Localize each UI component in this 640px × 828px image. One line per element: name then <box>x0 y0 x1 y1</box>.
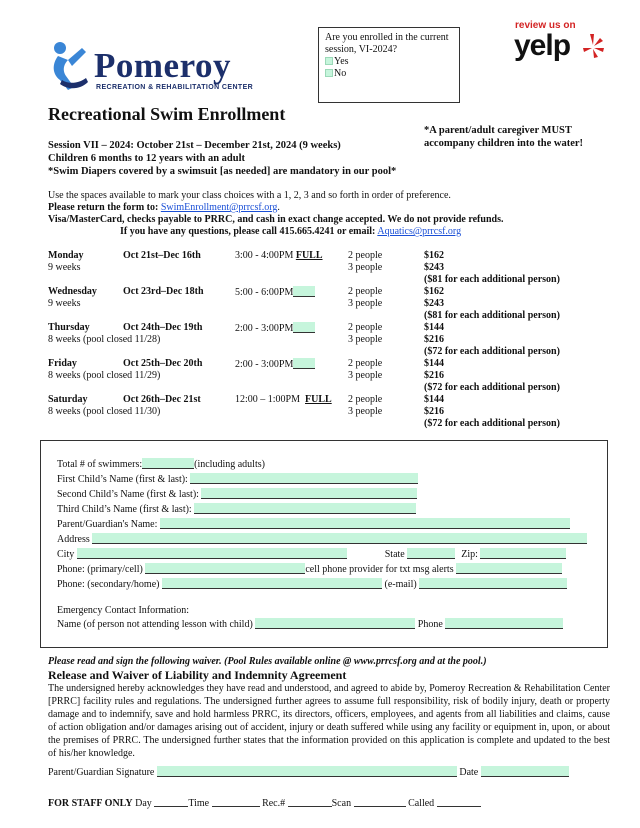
schedule-day: Monday <box>48 250 84 261</box>
schedule-time: 2:00 - 3:00PM <box>235 359 294 370</box>
schedule-dates: Oct 21st–Dec 16th <box>123 250 201 261</box>
secondary-phone-input[interactable] <box>162 578 382 589</box>
enrolled-question: Are you enrolled in the current session, VI-2024? <box>325 32 449 55</box>
session-info <box>48 139 396 178</box>
schedule-people-2: 2 people <box>348 394 383 405</box>
staff-called-label: Called <box>408 798 435 809</box>
schedule-row-saturday <box>48 394 608 430</box>
return-email-link[interactable]: SwimEnrollment@prrcsf.org <box>160 202 278 213</box>
enrolled-question-box <box>318 27 460 103</box>
schedule-people-3: 3 people <box>348 370 383 381</box>
schedule-price-2: $144 <box>424 322 444 333</box>
enrolled-no-option[interactable] <box>325 68 453 80</box>
address-input[interactable] <box>92 533 587 544</box>
enrolled-yes-option[interactable] <box>325 56 453 68</box>
schedule-price-3: $243 <box>424 298 444 309</box>
preference-input[interactable] <box>293 322 315 333</box>
session-dates: Session VII – 2024: October 21st – December 21st, 2024 (9 weeks) <box>48 140 341 151</box>
page-title: Recreational Swim Enrollment <box>48 104 286 124</box>
schedule-dates: Oct 25th–Dec 20th <box>123 358 203 369</box>
schedule-price-3: $216 <box>424 406 444 417</box>
staff-only-label: FOR STAFF ONLY <box>48 798 133 809</box>
schedule-day: Thursday <box>48 322 90 333</box>
waiver-text: The undersigned hereby acknowledges they have read and understood, and agreed to abide by, Pomeroy Recreation & Rehabilitation Center [PRRC] facility rules and regulations. The undersigned further agrees to assume full responsibility, risk of bodily injury, death or property damage and to indemnify, save and hold harmless PRRC, its directors, officers, employees, and agents from all liabilities and claims, cause of action obligation and/or damages arising out of accident, injury or death suffered while using any facility or equipment in, upon, or about the premises of PRRC. The undersigned further states that the information provided on this application is complete and updated to the best of his/her knowledge. <box>48 683 610 759</box>
schedule-dates: Oct 24th–Dec 19th <box>123 322 203 333</box>
emergency-contact-label: Emergency Contact Information: <box>57 605 189 616</box>
schedule-weeks: 8 weeks (pool closed 11/29) <box>48 370 161 381</box>
email-input[interactable] <box>419 578 567 589</box>
logo-wordmark: Pomeroy <box>94 46 231 85</box>
staff-time-label: Time <box>188 798 210 809</box>
payment-info: Visa/MasterCard, checks payable to PRRC, and cash in exact change accepted. We do not provide refunds. <box>48 214 504 225</box>
schedule-people-2: 2 people <box>348 286 383 297</box>
schedule-people-2: 2 people <box>348 322 383 333</box>
child1-name-input[interactable] <box>190 473 418 484</box>
pomeroy-logo <box>48 40 258 96</box>
zip-label: Zip: <box>461 549 478 560</box>
swimmer-figure-icon <box>48 40 92 96</box>
primary-phone-label: Phone: (primary/cell) <box>57 564 143 575</box>
schedule-price-2: $144 <box>424 358 444 369</box>
yes-checkbox[interactable] <box>325 57 333 65</box>
schedule-price-2: $144 <box>424 394 444 405</box>
date-input[interactable] <box>481 766 569 777</box>
schedule-day: Friday <box>48 358 77 369</box>
waiver-title: Release and Waiver of Liability and Indemnity Agreement <box>48 668 347 682</box>
schedule-people-2: 2 people <box>348 250 383 261</box>
cell-provider-input[interactable] <box>456 563 562 574</box>
schedule-price-3: $216 <box>424 370 444 381</box>
total-swimmers-label: Total # of swimmers: <box>57 459 143 470</box>
yes-label: Yes <box>334 56 349 67</box>
state-label: State <box>384 549 405 560</box>
parent-name-label: Parent/Guardian's Name: <box>57 519 158 530</box>
schedule-price-2: $162 <box>424 286 444 297</box>
staff-called-line <box>437 797 481 807</box>
email-label: (e-mail) <box>384 579 417 590</box>
address-label: Address <box>57 534 90 545</box>
schedule-dates: Oct 26th–Dec 21st <box>123 394 201 405</box>
no-label: No <box>334 68 347 79</box>
schedule-time: 5:00 - 6:00PM <box>235 287 294 298</box>
zip-input[interactable] <box>480 548 566 559</box>
yelp-review-text: review us on <box>515 20 576 31</box>
schedule-extra-price: ($72 for each additional person) <box>424 346 560 357</box>
schedule-price-2: $162 <box>424 250 444 261</box>
registration-form <box>40 440 608 648</box>
schedule-day: Wednesday <box>48 286 97 297</box>
class-schedule <box>48 250 608 430</box>
schedule-weeks: 8 weeks (pool closed 11/30) <box>48 406 161 417</box>
city-input[interactable] <box>77 548 347 559</box>
schedule-people-3: 3 people <box>348 298 383 309</box>
no-checkbox[interactable] <box>325 69 333 77</box>
child1-label: First Child’s Name (first & last): <box>57 474 188 485</box>
signature-input[interactable] <box>157 766 457 777</box>
child2-label: Second Child’s Name (first & last): <box>57 489 199 500</box>
emergency-name-label: Name (of person not attending lesson with child) <box>57 619 253 630</box>
schedule-extra-price: ($81 for each additional person) <box>424 274 560 285</box>
schedule-weeks: 8 weeks (pool closed 11/28) <box>48 334 161 345</box>
staff-scan-label: Scan <box>331 798 352 809</box>
signature-row <box>48 766 569 778</box>
schedule-row-friday <box>48 358 608 394</box>
secondary-phone-label: Phone: (secondary/home) <box>57 579 160 590</box>
schedule-weeks: 9 weeks <box>48 262 81 273</box>
schedule-people-2: 2 people <box>348 358 383 369</box>
questions-label: If you have any questions, please call 415.665.4241 or email: <box>120 226 376 237</box>
yelp-burst-icon <box>580 32 606 60</box>
child3-name-input[interactable] <box>194 503 416 514</box>
preference-input[interactable] <box>293 358 315 369</box>
signature-label: Parent/Guardian Signature <box>48 767 155 778</box>
session-diapers: *Swim Diapers covered by a swimsuit [as needed] are mandatory in our pool* <box>48 166 397 177</box>
schedule-row-wednesday <box>48 286 608 322</box>
state-input[interactable] <box>407 548 455 559</box>
schedule-dates: Oct 23rd–Dec 18th <box>123 286 204 297</box>
staff-rec-label: Rec.# <box>262 798 286 809</box>
full-badge: FULL <box>305 394 332 405</box>
preference-input[interactable] <box>293 286 315 297</box>
total-swimmers-suffix: (including adults) <box>194 459 265 470</box>
instructions-line: Use the spaces available to mark your class choices with a 1, 2, 3 and so forth in order of preference. <box>48 190 451 201</box>
yelp-badge[interactable] <box>512 20 608 66</box>
session-ages: Children 6 months to 12 years with an adult <box>48 153 245 164</box>
total-swimmers-input[interactable] <box>142 458 194 469</box>
schedule-weeks: 9 weeks <box>48 298 81 309</box>
schedule-row-monday <box>48 250 608 286</box>
date-label: Date <box>459 767 479 778</box>
return-label: Please return the form to: <box>48 202 159 213</box>
schedule-time: 3:00 - 4:00PM <box>235 250 294 261</box>
schedule-extra-price: ($81 for each additional person) <box>424 310 560 321</box>
logo-subtitle: RECREATION & REHABILITATION CENTER <box>96 84 254 91</box>
emergency-phone-label: Phone <box>417 619 443 630</box>
schedule-time: 2:00 - 3:00PM <box>235 323 294 334</box>
schedule-people-3: 3 people <box>348 262 383 273</box>
emergency-name-input[interactable] <box>255 618 415 629</box>
city-label: City <box>57 549 75 560</box>
staff-scan-line <box>354 797 406 807</box>
parent-name-input[interactable] <box>160 518 570 529</box>
staff-rec-line <box>288 797 332 807</box>
yelp-wordmark: yelp <box>514 29 571 62</box>
parent-notice: *A parent/adult caregiver MUST accompany children into the water! <box>424 125 584 149</box>
staff-day-line <box>154 797 188 807</box>
questions-email-link[interactable]: Aquatics@prrcsf.org <box>377 226 462 237</box>
child2-name-input[interactable] <box>201 488 417 499</box>
schedule-extra-price: ($72 for each additional person) <box>424 382 560 393</box>
staff-day-label: Day <box>135 798 152 809</box>
schedule-price-3: $243 <box>424 262 444 273</box>
schedule-people-3: 3 people <box>348 406 383 417</box>
staff-only-row <box>48 797 481 809</box>
schedule-price-3: $216 <box>424 334 444 345</box>
schedule-row-thursday <box>48 322 608 358</box>
schedule-extra-price: ($72 for each additional person) <box>424 418 560 429</box>
primary-phone-input[interactable] <box>145 563 305 574</box>
schedule-people-3: 3 people <box>348 334 383 345</box>
instructions: Use the spaces available to mark your class choices with a 1, 2, 3 and so forth in order of preference. Please return the form to: SwimEnrollment@prrcsf.org. Visa/MasterCard, checks payable to PRRC, and cash in exact change accepted. We do not provide refunds. If you have any questions, please call 415.665.4241 or email: Aquatics@prrcsf.org <box>48 190 608 238</box>
cell-provider-label: cell phone provider for txt msg alerts <box>305 564 454 575</box>
staff-time-line <box>212 797 260 807</box>
full-badge: FULL <box>295 250 323 261</box>
emergency-phone-input[interactable] <box>445 618 563 629</box>
child3-label: Third Child’s Name (first & last): <box>57 504 192 515</box>
waiver-note: Please read and sign the following waiver. (Pool Rules available online @ www.prrcsf.org and at the pool.) <box>48 656 487 667</box>
schedule-day: Saturday <box>48 394 88 405</box>
schedule-time: 12:00 – 1:00PM <box>235 394 301 405</box>
